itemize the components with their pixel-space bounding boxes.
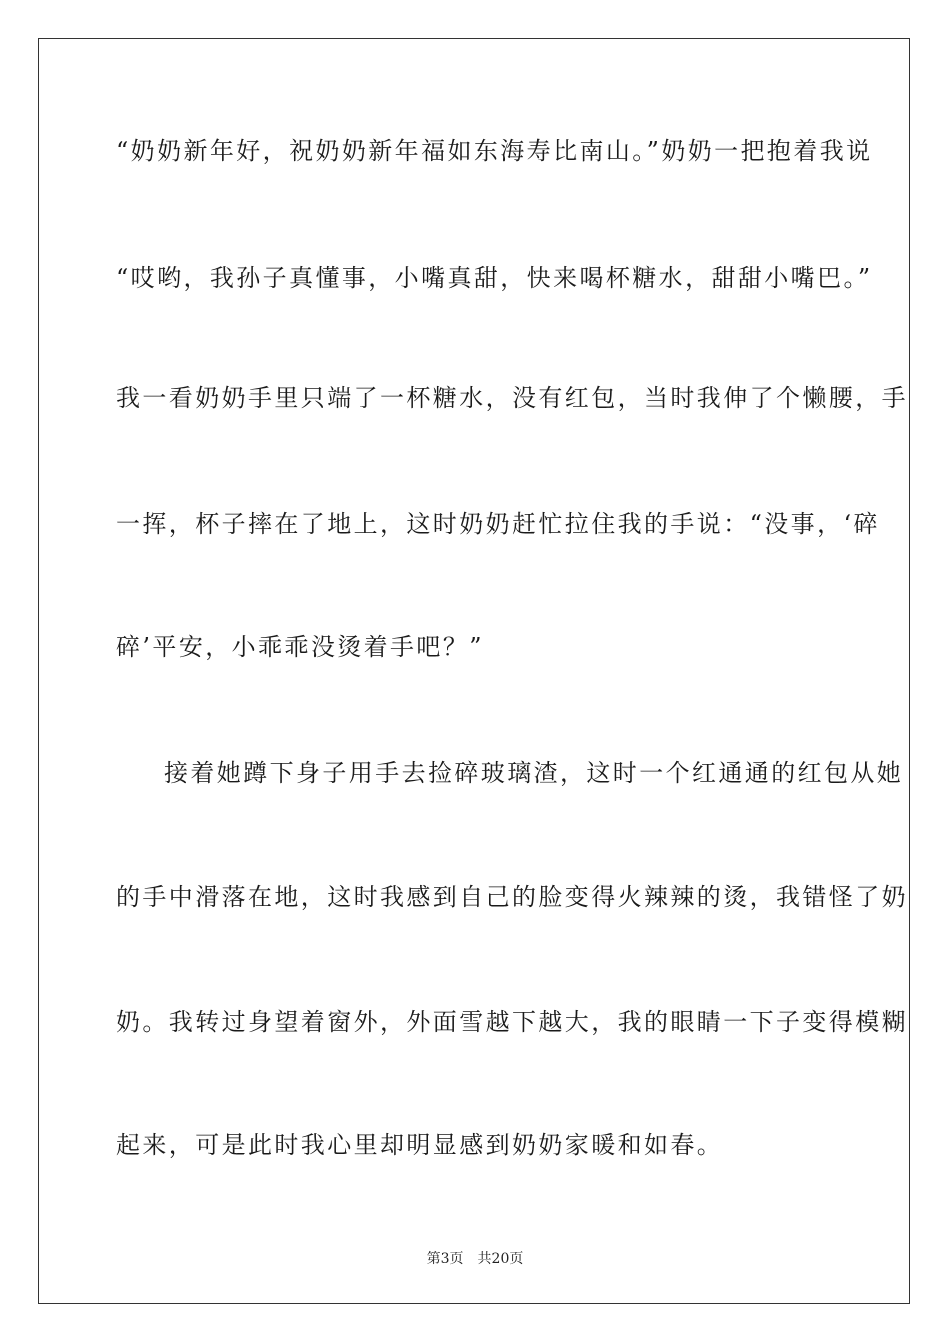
text-line-3: 我一看奶奶手里只端了一杯糖水，没有红包，当时我伸了个懒腰，手 [116, 384, 908, 412]
paragraph-2-first-line: 接着她蹲下身子用手去捡碎玻璃渣，这时一个红通通的红包从她 [164, 759, 904, 787]
page-border [38, 38, 910, 1304]
text-line-7: 的手中滑落在地，这时我感到自己的脸变得火辣辣的烫，我错怪了奶 [116, 883, 908, 911]
text-line-5: 碎’平安，小乖乖没烫着手吧？” [116, 633, 484, 661]
text-line-1: “奶奶新年好，祝奶奶新年福如东海寿比南山。”奶奶一把抱着我说 [116, 137, 873, 165]
text-line-2: “哎哟，我孙子真懂事，小嘴真甜，快来喝杯糖水，甜甜小嘴巴。” [116, 264, 873, 292]
text-line-4: 一挥，杯子摔在了地上，这时奶奶赶忙拉住我的手说：“没事，‘碎 [116, 510, 880, 538]
page-footer [0, 1248, 950, 1268]
total-pages: 共20页 [477, 1251, 524, 1267]
text-line-9: 起来，可是此时我心里却明显感到奶奶家暖和如春。 [116, 1131, 724, 1159]
text-line-8: 奶。我转过身望着窗外，外面雪越下越大，我的眼睛一下子变得模糊 [116, 1008, 908, 1036]
page-number: 第3页 [426, 1251, 464, 1267]
